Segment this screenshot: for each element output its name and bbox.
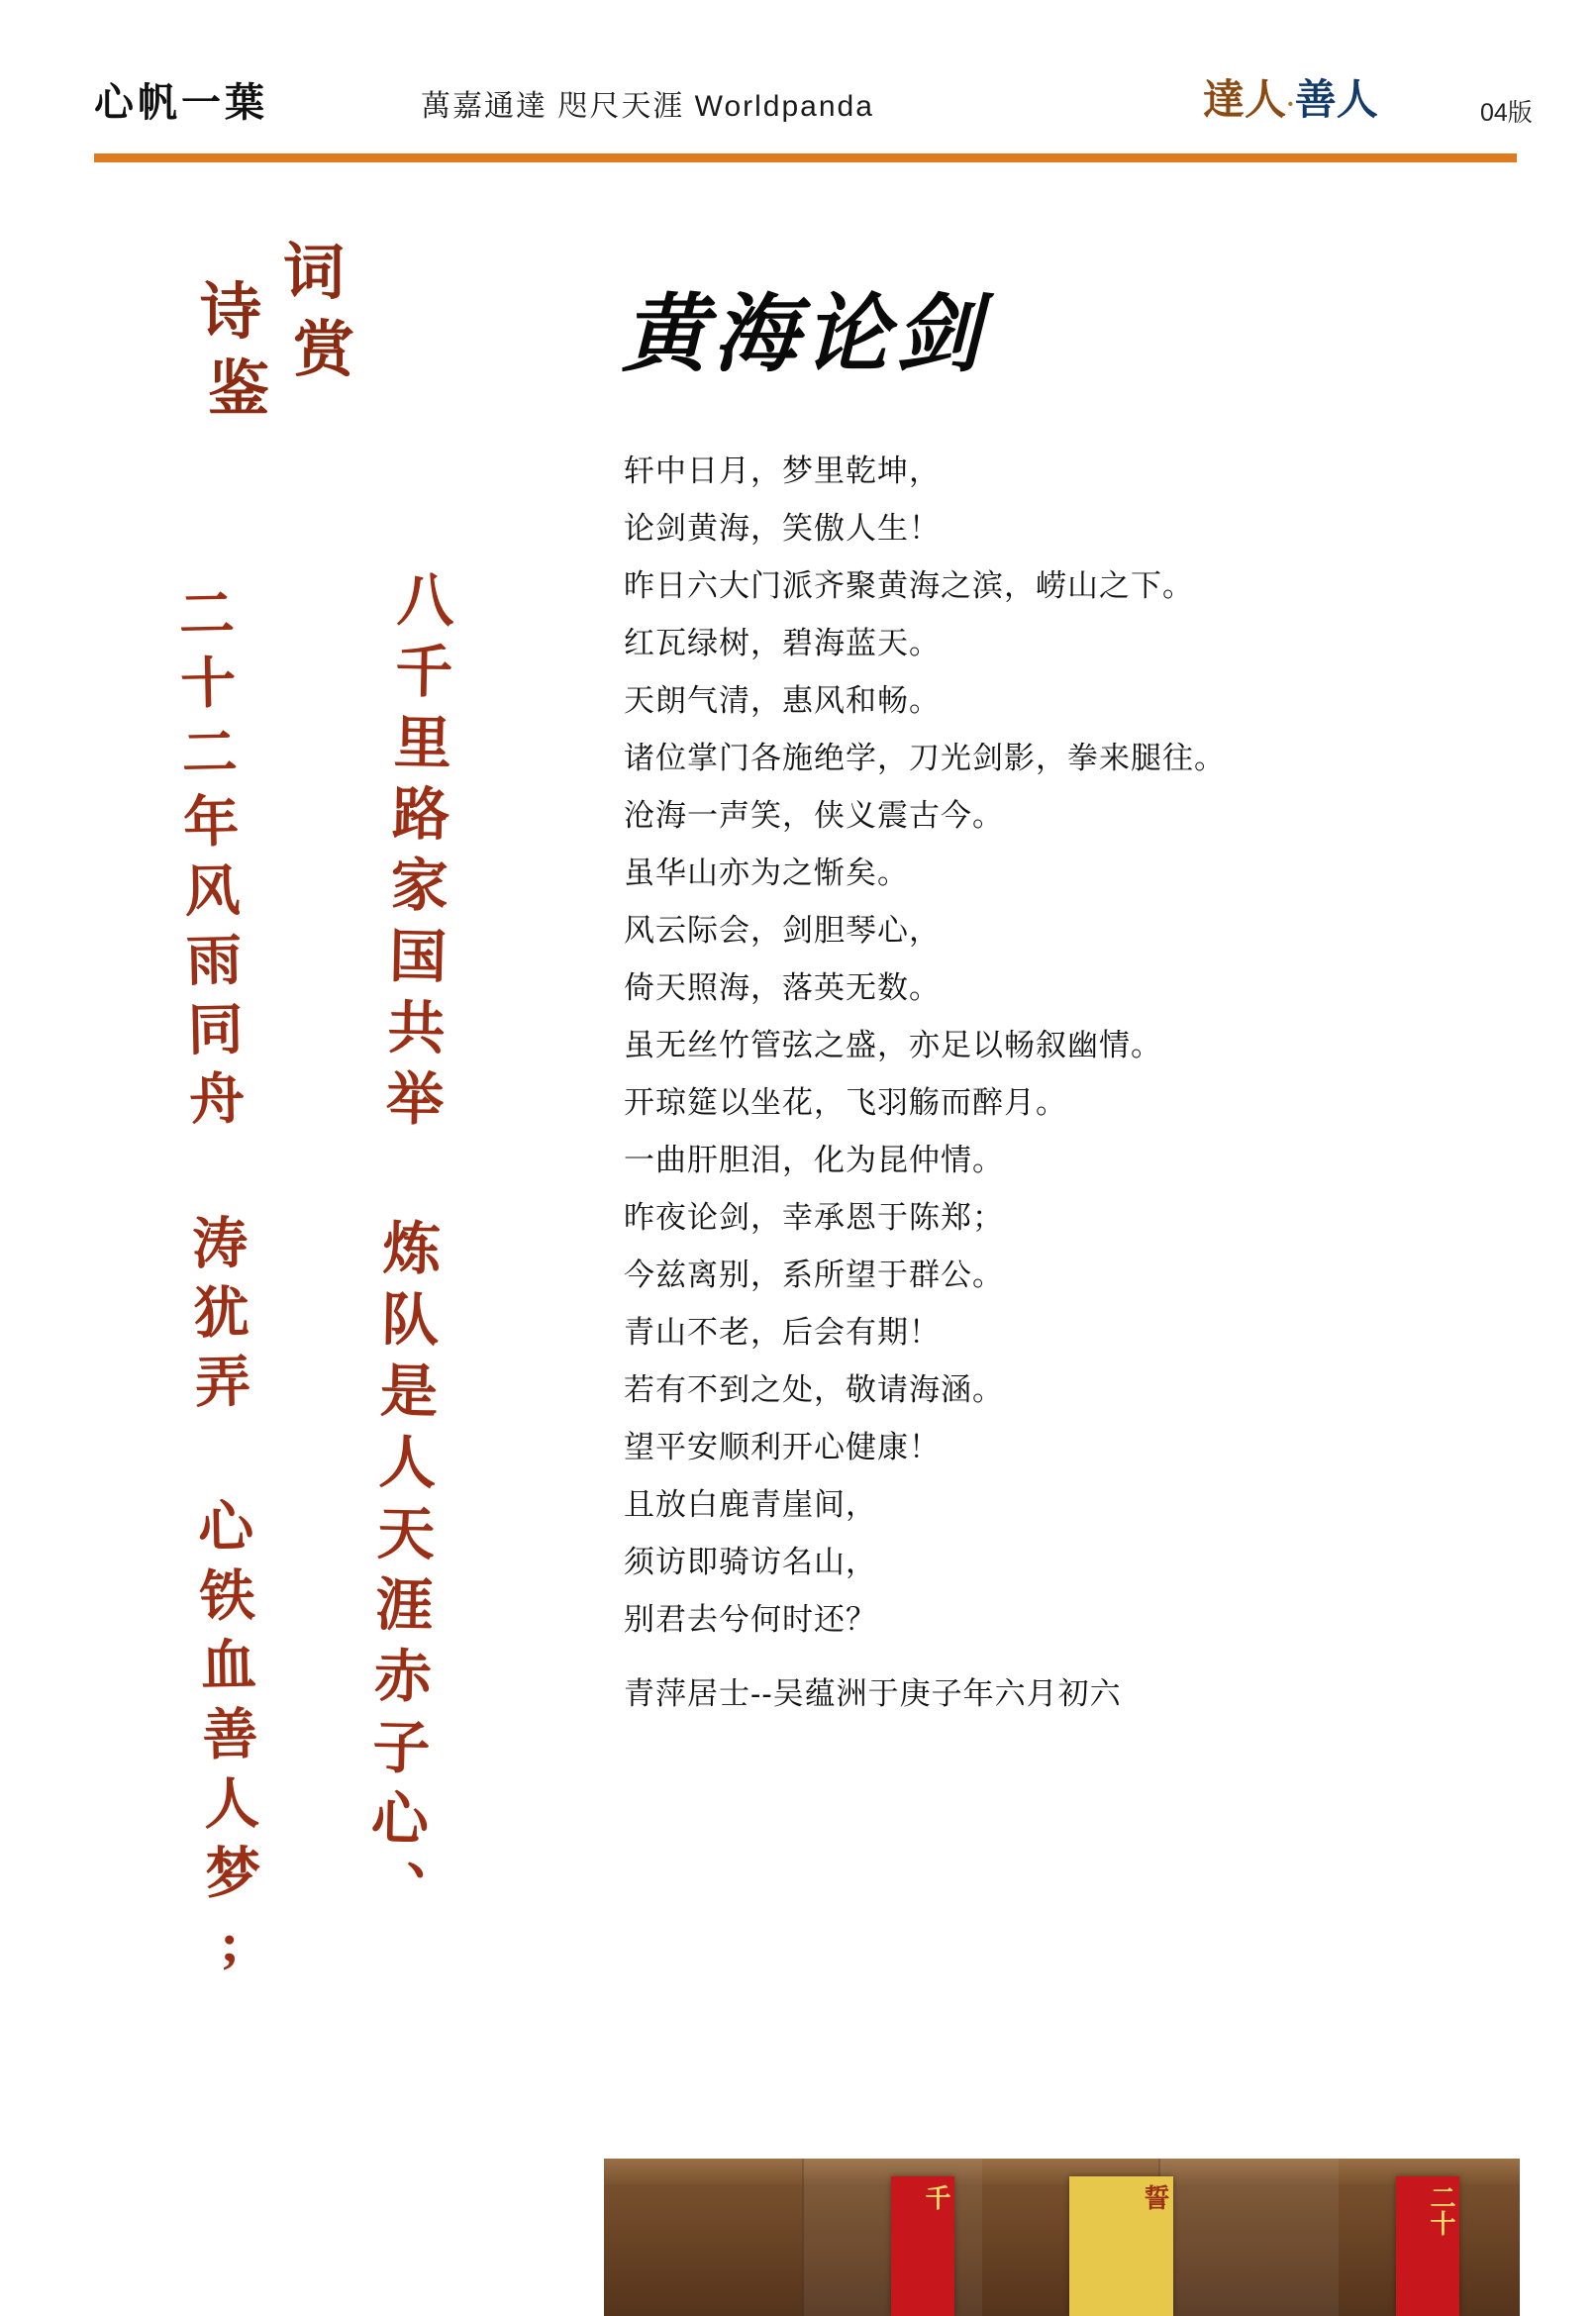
poem-line: 风云际会，剑胆琴心， — [624, 913, 941, 948]
poem-line: 红瓦绿树，碧海蓝天。 — [624, 626, 941, 660]
publication-logo — [1203, 67, 1378, 127]
photo-banner-red-2 — [1396, 2176, 1459, 2316]
poem-body — [624, 455, 1475, 1713]
vertical-couplet-left: 二十二年风雨同舟 涛犹弄 心铁血善人梦; — [170, 583, 261, 1989]
poem-line: 沧海一声笑，侠义震古今。 — [624, 798, 1004, 833]
poem-line: 望平安顺利开心健康！ — [624, 1430, 941, 1464]
section-title-char-1: 诗 — [200, 279, 262, 347]
masthead-title: 心帆一葉 — [94, 80, 268, 125]
poem-line: 虽华山亦为之惭矣。 — [624, 856, 909, 890]
header-divider — [94, 153, 1517, 162]
logo-text-secondary: 善人 — [1294, 78, 1378, 124]
photo-banner-text: 千 — [922, 2184, 950, 2210]
masthead-subtitle: 萬嘉通達 咫尺天涯 Worldpanda — [421, 90, 874, 123]
poem-line: 青山不老，后会有期！ — [624, 1315, 941, 1350]
photo-banner-red-1 — [891, 2176, 954, 2316]
logo-text-primary: 達人 — [1203, 78, 1287, 124]
section-title-calligraphy — [198, 240, 416, 424]
poem-line: 诸位掌门各施绝学，刀光剑影，拳来腿往。 — [624, 741, 1226, 775]
section-title-char-2: 词 — [283, 240, 346, 307]
photo-banner-text: 二十 — [1427, 2184, 1455, 2236]
poem-line: 论剑黄海，笑傲人生！ — [624, 511, 941, 546]
poem-line: 倚天照海，落英无数。 — [624, 970, 941, 1005]
poem-line: 开琼筵以坐花，飞羽觞而醉月。 — [624, 1085, 1067, 1120]
section-title-char-4: 赏 — [293, 317, 355, 384]
event-photo — [604, 2159, 1520, 2316]
photo-banner-gold — [1069, 2176, 1173, 2316]
poem-signature: 青萍居士--吴蕴洲于庚子年六月初六 — [624, 1676, 1122, 1711]
poem-line: 昨日六大门派齐聚黄海之滨，崂山之下。 — [624, 568, 1194, 603]
poem-line: 虽无丝竹管弦之盛，亦足以畅叙幽情。 — [624, 1028, 1162, 1062]
page-header — [94, 59, 1533, 149]
photo-ceiling-band — [604, 2159, 1520, 2184]
poem-line: 一曲肝胆泪，化为昆仲情。 — [624, 1143, 1004, 1177]
poem-line: 若有不到之处，敬请海涵。 — [624, 1372, 1004, 1407]
poem-title: 黄海论剑 — [622, 287, 986, 382]
poem-line: 轩中日月，梦里乾坤， — [624, 453, 941, 488]
section-title-char-3: 鉴 — [208, 356, 270, 424]
poem-line: 须访即骑访名山， — [624, 1545, 877, 1579]
poem-line: 昨夜论剑，幸承恩于陈郑； — [624, 1200, 1004, 1235]
vertical-couplet-right: 八千里路家国共举 炼队是人天涯赤子心、 — [359, 568, 453, 1932]
poem-line: 今兹离别，系所望于群公。 — [624, 1258, 1004, 1292]
poem-line: 别君去兮何时还？ — [624, 1602, 877, 1637]
poem-line: 天朗气清，惠风和畅。 — [624, 683, 941, 718]
page-number-label: 04版 — [1480, 99, 1533, 127]
logo-separator-dot: · — [1286, 89, 1295, 119]
photo-banner-text: 誓 — [1141, 2184, 1169, 2210]
poem-line: 且放白鹿青崖间， — [624, 1487, 877, 1522]
photo-wall-panel — [1158, 2159, 1339, 2316]
